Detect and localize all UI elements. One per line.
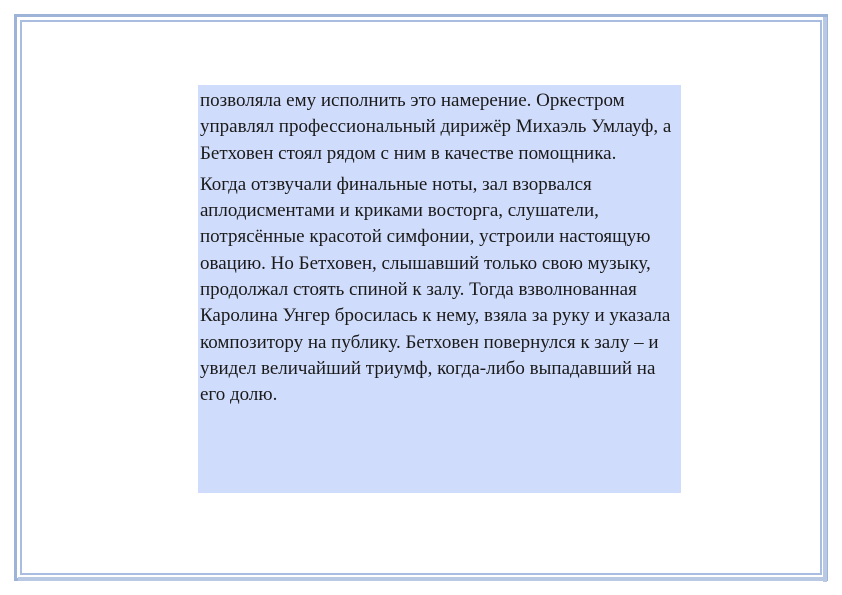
slide-text-box: [198, 85, 681, 493]
paragraph-2: Когда отзвучали финальные ноты, зал взорвался аплодисментами и криками восторга, слушатели, потрясённые красотой симфонии, устроили настоящую овацию. Но Бетховен, слышавший только свою музыку, продолжал стоять спиной к залу. Тогда взволнованная Каролина Унгер бросилась к нему, взяла за руку и указала композитору на публику. Бетховен повернулся к залу – и увидел величайший триумф, когда-либо выпадавший на его долю.: [200, 173, 671, 406]
slide-frame-shadow-bottom: [18, 577, 827, 581]
slide-frame-shadow-right: [823, 17, 827, 582]
paragraph-1: позволяла ему исполнить это намерение. Оркестром управлял профессиональный дирижёр Михаэль Умлауф, а Бетховен стоял рядом с ним в качестве помощника.: [200, 90, 672, 164]
